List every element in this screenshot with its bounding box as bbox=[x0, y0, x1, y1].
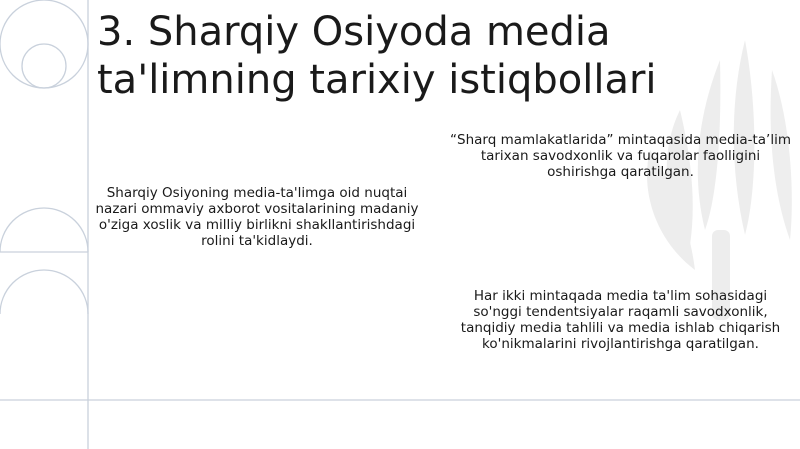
paragraph-east-asia: Sharqiy Osiyoning media-ta'limga oid nuqtai nazari ommaviy axborot vositalarining madaniy o'ziga xoslik va milliy birlikni shakllantirishdagi rolini ta'kidlaydi. bbox=[95, 185, 419, 249]
paragraph-eastern-countries: “Sharq mamlakatlarida” mintaqasida media-ta’lim tarixan savodxonlik va fuqarolar faolligini oshirishga qaratilgan. bbox=[450, 132, 791, 180]
page-title: 3. Sharqiy Osiyoda media ta'limning tarixiy istiqbollari bbox=[97, 9, 657, 103]
paragraph-recent-trends: Har ikki mintaqada media ta'lim sohasidagi so'nggi tendentsiyalar raqamli savodxonlik, tanqidiy media tahlili va media ishlab chiqarish ko'nikmalarini rivojlantirishga qaratilgan. bbox=[460, 288, 781, 352]
